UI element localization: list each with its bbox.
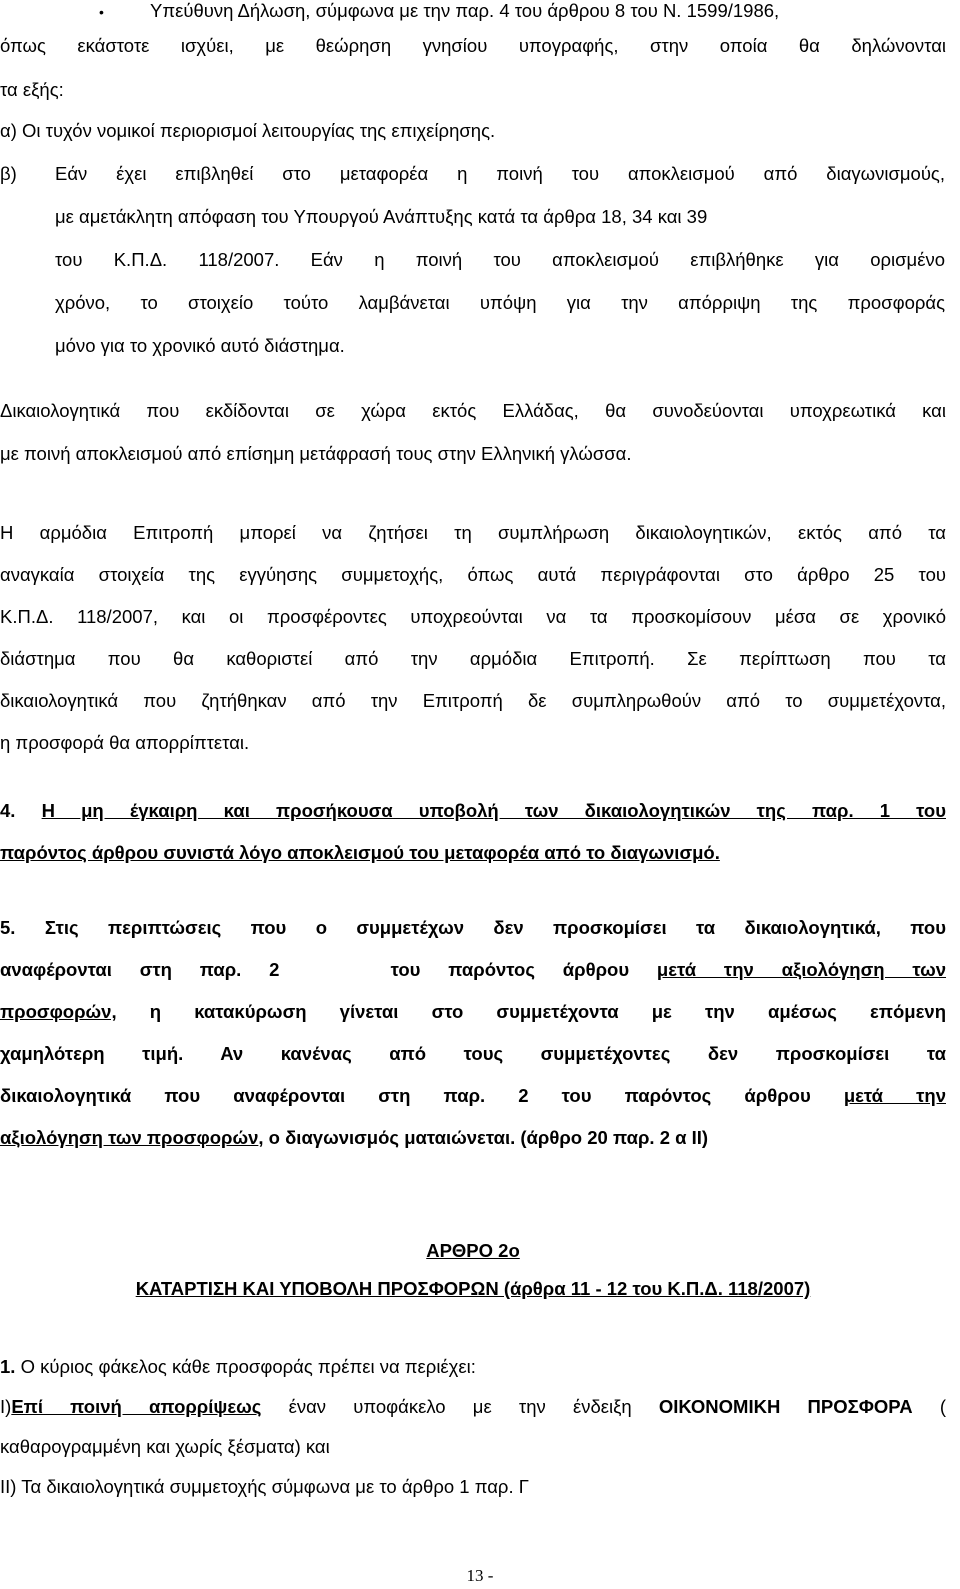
point-5-text-5u: μετά την [843, 1085, 946, 1106]
translation-line-2: με ποινή αποκλεισμού από επίσημη μετάφρασή τους στην Ελληνική γλώσσα. [0, 443, 632, 464]
item-1-text: Ο κύριος φάκελος κάθε προσφοράς πρέπει να περιέχει: [15, 1356, 476, 1377]
point-4-line-1 [0, 800, 946, 822]
item-II: ΙΙ) Τα δικαιολογητικά συμμετοχής σύμφωνα με το άρθρο 1 παρ. Γ [0, 1476, 529, 1497]
page-number: 13 - [466, 1566, 494, 1585]
committee-line-6: η προσφορά θα απορρίπτεται. [0, 732, 250, 753]
item-I-line-1 [0, 1396, 946, 1418]
point-4-text-1: Η μη έγκαιρη και προσήκουσα υποβολή των δικαιολογητικών της παρ. 1 του [41, 800, 946, 821]
committee-line-5: δικαιολογητικά που ζητήθηκαν από την Επιτροπή δε συμπληρωθούν από το συμμετέχοντα, [0, 690, 946, 711]
point-5-text-3b: η κατακύρωση γίνεται στο συμμετέχοντα με την αμέσως επόμενη [149, 1001, 946, 1022]
item-I-prefix: Ι) [0, 1396, 12, 1417]
committee-line-4: διάστημα που θα καθοριστεί από την αρμόδια Επιτροπή. Σε περίπτωση που τα [0, 648, 946, 669]
point-5-text-2a: αναφέρονται στη παρ. 2 [0, 959, 280, 980]
point-5-text-2u: μετά την αξιολόγηση των [656, 959, 947, 980]
point-5-line-2 [0, 959, 946, 981]
item-b-prefix: β) [0, 163, 17, 184]
item-I-line-2: καθαρογραμμένη και χωρίς ξέσματα) και [0, 1436, 330, 1457]
point-5-text-2b: του παρόντος άρθρου [390, 959, 630, 980]
bullet-line-2: όπως εκάστοτε ισχύει, με θεώρηση γνησίου υπογραφής, στην οποία θα δηλώνονται [0, 35, 946, 56]
point-5-number: 5. [0, 917, 16, 938]
bullet-line-3: τα εξής: [0, 79, 64, 100]
item-1-number: 1. [0, 1356, 16, 1377]
committee-line-2: αναγκαία στοιχεία της εγγύησης συμμετοχής, όπως αυτά περιγράφονται στο άρθρο 25 του [0, 564, 946, 585]
bullet-line-1: Υπεύθυνη Δήλωση, σύμφωνα με την παρ. 4 του άρθρου 8 του Ν. 1599/1986, [150, 0, 780, 21]
point-5-text-5a: δικαιολογητικά που αναφέρονται στη παρ. 2 του παρόντος άρθρου [0, 1085, 811, 1106]
item-I-tail: ( [912, 1396, 946, 1417]
item-b-line-4: χρόνο, το στοιχείο τούτο λαμβάνεται υπόψη για την απόρριψη της προσφοράς [55, 292, 945, 313]
item-1 [0, 1356, 946, 1378]
point-5-line-5 [0, 1085, 946, 1107]
item-b-line-1: Εάν έχει επιβληθεί στο μεταφορέα η ποινή του αποκλεισμού από διαγωνισμούς, [55, 163, 945, 184]
item-I-label: ΟΙΚΟΝΟΜΙΚΗ ΠΡΟΣΦΟΡΑ [658, 1396, 913, 1417]
item-I-text: έναν υποφάκελο με την ένδειξη [261, 1396, 659, 1417]
point-5-line-1 [0, 917, 946, 939]
item-I-emphasis: Επί ποινή απορρίψεως [11, 1396, 262, 1417]
point-5-text-6b: , ο διαγωνισμός ματαιώνεται. (άρθρο 20 παρ. 2 α ΙΙ) [258, 1127, 709, 1148]
item-b-line-3: του Κ.Π.Δ. 118/2007. Εάν η ποινή του αποκλεισμού επιβλήθηκε για ορισμένο [55, 249, 945, 270]
point-4-line-2: παρόντος άρθρου συνιστά λόγο αποκλεισμού του μεταφορέα από το διαγωνισμό. [0, 842, 720, 863]
point-5-line-4: χαμηλότερη τιμή. Αν κανένας από τους συμμετέχοντες δεν προσκομίσει τα [0, 1043, 946, 1064]
point-5-line-3 [0, 1001, 946, 1023]
translation-line-1: Δικαιολογητικά που εκδίδονται σε χώρα εκτός Ελλάδας, θα συνοδεύονται υποχρεωτικά και [0, 400, 946, 421]
committee-line-1: Η αρμόδια Επιτροπή μπορεί να ζητήσει τη συμπλήρωση δικαιολογητικών, εκτός από τα [0, 522, 946, 543]
committee-line-3: Κ.Π.Δ. 118/2007, και οι προσφέροντες υποχρεούνται να τα προσκομίσουν μέσα σε χρονικό [0, 606, 946, 627]
point-5-line-6 [0, 1127, 946, 1149]
point-5-text-1: Στις περιπτώσεις που ο συμμετέχων δεν προσκομίσει τα δικαιολογητικά, που [44, 917, 946, 938]
item-a: α) Οι τυχόν νομικοί περιορισμοί λειτουργίας της επιχείρησης. [0, 120, 496, 141]
point-5-text-6u: αξιολόγηση των προσφορών [0, 1127, 259, 1148]
article-subtitle: ΚΑΤΑΡΤΙΣΗ ΚΑΙ ΥΠΟΒΟΛΗ ΠΡΟΣΦΟΡΩΝ (άρθρα 11 - 12 του Κ.Π.Δ. 118/2007) [135, 1278, 811, 1299]
article-title: ΑΡΘΡΟ 2ο [426, 1240, 520, 1261]
bullet-marker: • [99, 4, 104, 20]
item-b-line-5: μόνο για το χρονικό αυτό διάστημα. [55, 335, 345, 356]
item-b-line-2: με αμετάκλητη απόφαση του Υπουργού Ανάπτυξης κατά τα άρθρα 18, 34 και 39 [55, 206, 708, 227]
point-5-text-3u: προσφορών, [0, 1001, 117, 1022]
point-4-number: 4. [0, 800, 16, 821]
